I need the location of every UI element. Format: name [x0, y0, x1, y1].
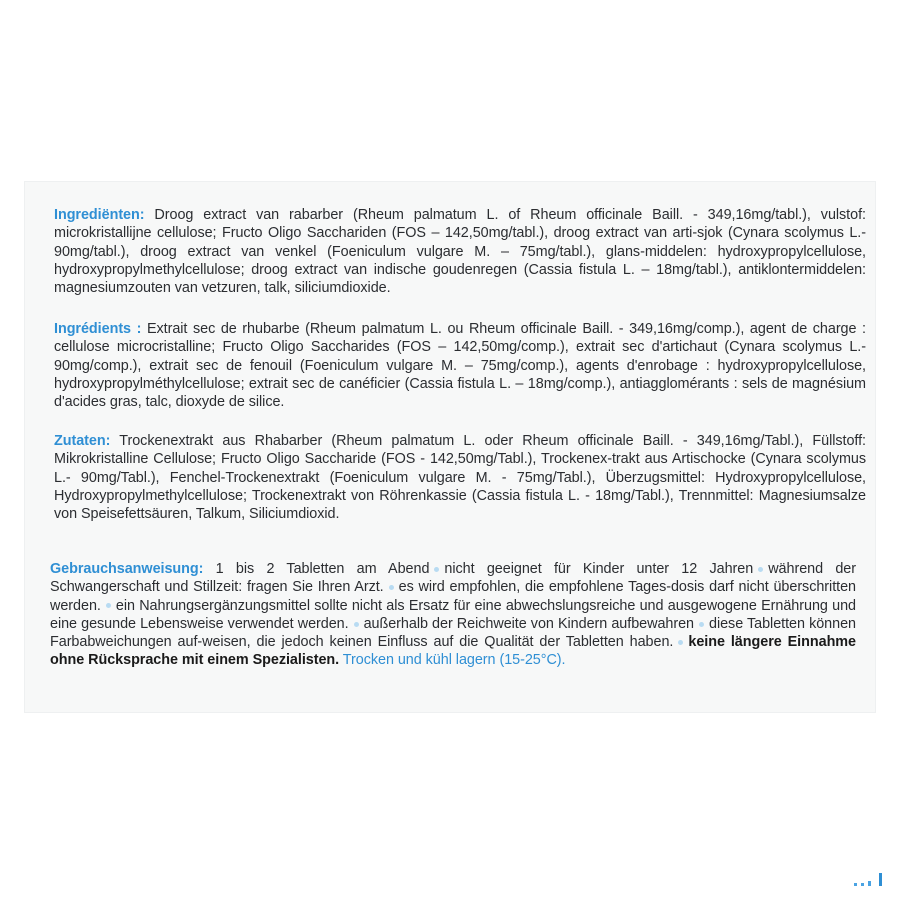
usage-item: es wird empfohlen, die empfohlene Tages-dosis darf nicht überschritten werden.	[50, 579, 856, 614]
body-french: Extrait sec de rhubarbe (Rheum palmatum L. ou Rheum officinale Baill. - 349,16mg/comp.), agent de charge : cellulose microcristalline; Fructo Oligo Saccharides (FOS – 142,50mg/comp.), extrait sec d'artichaut (Cynara scolymus L.- 90mg/comp.), extrait sec de fenouil (Foeniculum vulgare M. – 75mg/comp.), agents d'enrobage : hydroxypropylcellulose, hydroxypropylméthylcellulose; extrait sec de canéficier (Cassia fistula L. – 18mg/comp.), antiagglomérants : sels de magnésium d'acides gras, talc, dioxyde de silice.	[54, 321, 867, 411]
ingredients-dutch	[54, 206, 866, 297]
usage-item: diese Tabletten können Farbabweichungen auf-weisen, die jedoch keinen Einfluss auf die Qualität der Tabletten haben.	[50, 615, 856, 651]
storage-text: Trocken und kühl lagern (15-25°C).	[339, 652, 566, 669]
warning-text: keine längere Einnahme ohne Rücksprache mit einem Spezialisten.	[50, 634, 857, 669]
bullet-separator	[106, 603, 111, 608]
usage-item: außerhalb der Reichweite von Kindern aufbewahren	[363, 615, 694, 632]
usage-item: 1 bis 2 Tabletten am Abend	[203, 561, 430, 577]
usage-item: ein Nahrungsergänzungsmittel sollte nicht als Ersatz für eine abwechslungsreiche und ausgewogene Ernährung und eine gesunde Lebensweise verwendet werden.	[50, 597, 856, 632]
bullet-separator	[389, 585, 394, 590]
usage-instructions	[50, 560, 856, 670]
ingredients-french	[54, 320, 866, 411]
body-german: Trockenextrakt aus Rhabarber (Rheum palmatum L. oder Rheum officinale Baill. - 349,16mg/Tabl.), Füllstoff: Mikrokristalline Cellulose; Fructo Oligo Saccharide (FOS - 142,50mg/Tabl.), Trockenex-trakt aus Artischocke (Cynara scolymus L.- 90mg/Tabl.), Fenchel-Trockenextrakt (Foeniculum vulgare M. - 75mg/Tabl.), Überzugsmittel: Hydroxypropylcellulose, Hydroxypropylmethylcellulose; Trockenextrakt von Röhrenkassie (Cassia fistula L. - 18mg/Tabl.), Trennmittel: Magnesiumsalze von Speisefettsäuren, Talkum, Siliciumdioxid.	[54, 433, 866, 523]
heading-dutch: Ingrediënten:	[54, 207, 145, 223]
signal-bars-icon	[852, 872, 888, 888]
bullet-separator	[678, 640, 683, 645]
usage-item: nicht geeignet für Kinder unter 12 Jahren	[444, 561, 754, 577]
ingredients-german	[54, 432, 866, 523]
bullet-separator	[699, 622, 704, 627]
bullet-separator	[758, 567, 763, 572]
body-dutch: Droog extract van rabarber (Rheum palmatum L. of Rheum officinale Baill. - 349,16mg/tabl.), vulstof: microkristallijne cellulose; Fructo Oligo Sacchariden (FOS – 142,50mg/tabl.), droog extract van arti-sjok (Cynara scolymus L.- 90mg/tabl.), droog extract van venkel (Foeniculum vulgare M. – 75mg/tabl.), glans-middelen: hydroxypropylcellulose, hydroxypropylmethylcellulose; droog extract van indische goudenregen (Cassia fistula L. – 18mg/tabl.), antiklontermiddelen: magnesiumzouten van vetzuren, talk, siliciumdioxide.	[54, 207, 866, 297]
heading-usage: Gebrauchsanweisung:	[50, 561, 204, 577]
heading-french: Ingrédients :	[54, 321, 142, 337]
heading-german: Zutaten:	[54, 433, 111, 449]
bullet-separator	[354, 622, 359, 627]
usage-item: während der Schwangerschaft und Stillzeit: fragen Sie Ihren Arzt.	[50, 561, 856, 596]
bullet-separator	[434, 567, 439, 572]
